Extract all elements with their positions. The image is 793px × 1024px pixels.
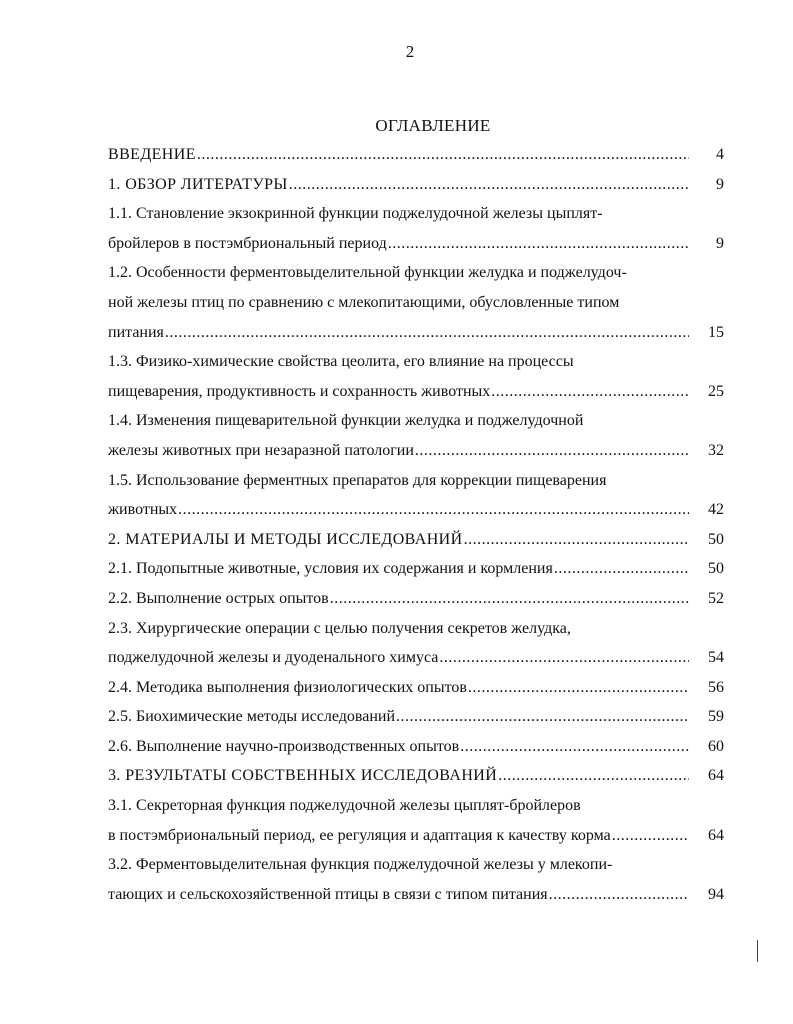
toc-page-number: 60	[708, 737, 724, 755]
toc-entry	[108, 377, 724, 407]
toc-entry	[108, 821, 724, 851]
dot-leader	[464, 525, 689, 555]
dot-leader	[491, 377, 689, 407]
dot-leader	[612, 821, 689, 851]
dot-leader	[468, 673, 689, 703]
toc-entry-line	[108, 347, 724, 377]
dot-leader	[549, 880, 689, 910]
toc-entry-text: в постэмбриональный период, ее регуляция и адаптация к качеству корма	[108, 826, 611, 844]
toc-entry	[108, 525, 724, 555]
toc-page-number: 59	[708, 708, 724, 726]
dot-leader	[415, 436, 689, 466]
toc-entry-text: 2.4. Методика выполнения физиологических опытов	[108, 678, 467, 696]
toc-entry-text: 2.6. Выполнение научно-производственных опытов	[108, 737, 460, 755]
toc-entry	[108, 436, 724, 466]
margin-mark	[757, 940, 758, 962]
toc-entry-text: 1.3. Физико-химические свойства цеолита, его влияние на процессы	[108, 353, 574, 371]
toc-entry-line	[108, 791, 724, 821]
toc-entry-line	[108, 614, 724, 644]
dot-leader	[554, 554, 689, 584]
toc-page-number: 25	[708, 382, 724, 400]
toc-entry-text: железы животных при незаразной патологии	[108, 441, 414, 459]
toc-page-number: 9	[716, 234, 724, 252]
toc-entry-text: бройлеров в постэмбриональный период	[108, 234, 387, 252]
toc-entry	[108, 880, 724, 910]
dot-leader	[289, 170, 689, 200]
toc-page-number: 50	[708, 530, 724, 548]
dot-leader	[396, 702, 689, 732]
toc-page-number: 42	[708, 501, 724, 519]
toc-entry	[108, 673, 724, 703]
toc-page-number: 4	[716, 146, 724, 163]
toc-entry	[108, 584, 724, 614]
toc-entry-text: 1.5. Использование ферментных препаратов для коррекции пищеварения	[108, 471, 607, 489]
toc-entry-text: 1.1. Становление экзокринной функции поджелудочной железы цыплят-	[108, 205, 603, 223]
toc-entry-text: животных	[108, 501, 178, 519]
toc-page-number: 9	[716, 175, 724, 193]
toc-entry-text: 2.1. Подопытные животные, условия их содержания и кормления	[108, 560, 553, 578]
toc-page-number: 15	[708, 323, 724, 341]
toc-entry	[108, 170, 724, 200]
toc-page-number: 64	[708, 826, 724, 844]
toc-entry-line	[108, 258, 724, 288]
dot-leader	[197, 140, 689, 170]
table-of-contents	[108, 140, 724, 909]
dot-leader	[388, 229, 689, 259]
toc-entry	[108, 761, 724, 791]
toc-entry	[108, 318, 724, 348]
toc-entry-line	[108, 406, 724, 436]
toc-entry-text: 2.5. Биохимические методы исследований	[108, 708, 396, 726]
toc-entry-text: поджелудочной железы и дуоденального химуса	[108, 649, 439, 667]
toc-page-number: 56	[708, 678, 724, 696]
toc-entry-text: ВВЕДЕНИЕ	[108, 146, 196, 163]
toc-entry-text: ной железы птиц по сравнению с млекопитающими, обусловленные типом	[108, 293, 620, 311]
toc-entry	[108, 495, 724, 525]
toc-entry-text: 3. РЕЗУЛЬТАТЫ СОБСТВЕННЫХ ИССЛЕДОВАНИЙ	[108, 767, 498, 785]
toc-page-number: 50	[708, 560, 724, 578]
toc-entry	[108, 229, 724, 259]
toc-entry-text: 3.1. Секреторная функция поджелудочной железы цыплят-бройлеров	[108, 797, 581, 815]
toc-page-number: 32	[708, 441, 724, 459]
toc-entry	[108, 732, 724, 762]
toc-entry	[108, 140, 724, 170]
dot-leader	[178, 495, 689, 525]
toc-entry	[108, 643, 724, 673]
toc-page-number: 54	[708, 649, 724, 667]
toc-page-number: 94	[708, 885, 724, 903]
toc-page-number: 52	[708, 589, 724, 607]
dot-leader	[330, 584, 689, 614]
toc-entry-text: 2. МАТЕРИАЛЫ И МЕТОДЫ ИССЛЕДОВАНИЙ	[108, 530, 463, 548]
dot-leader	[165, 318, 689, 348]
dot-leader	[498, 761, 689, 791]
toc-entry-text: 1. ОБЗОР ЛИТЕРАТУРЫ	[108, 175, 288, 193]
toc-entry-line	[108, 199, 724, 229]
toc-entry-line	[108, 850, 724, 880]
toc-entry-text: 2.2. Выполнение острых опытов	[108, 589, 329, 607]
toc-entry-text: 2.3. Хирургические операции с целью получения секретов желудка,	[108, 619, 571, 637]
toc-title: ОГЛАВЛЕНИЕ	[375, 116, 491, 135]
dot-leader	[460, 732, 689, 762]
toc-entry-line	[108, 466, 724, 496]
toc-entry-line	[108, 288, 724, 318]
toc-entry-text: 1.2. Особенности ферментовыделительной функции желудка и поджелудоч-	[108, 264, 627, 282]
page-number: 2	[405, 42, 415, 61]
toc-entry-text: 3.2. Ферментовыделительная функция поджелудочной железы у млекопи-	[108, 856, 613, 874]
toc-entry-text: питания	[108, 323, 164, 341]
toc-entry	[108, 702, 724, 732]
toc-entry-text: 1.4. Изменения пищеварительной функции желудка и поджелудочной	[108, 412, 584, 430]
toc-entry-text: пищеварения, продуктивность и сохранность животных	[108, 382, 491, 400]
toc-entry-text: тающих и сельскохозяйственной птицы в связи с типом питания	[108, 885, 548, 903]
toc-entry	[108, 554, 724, 584]
toc-page-number: 64	[708, 767, 724, 785]
dot-leader	[439, 643, 689, 673]
